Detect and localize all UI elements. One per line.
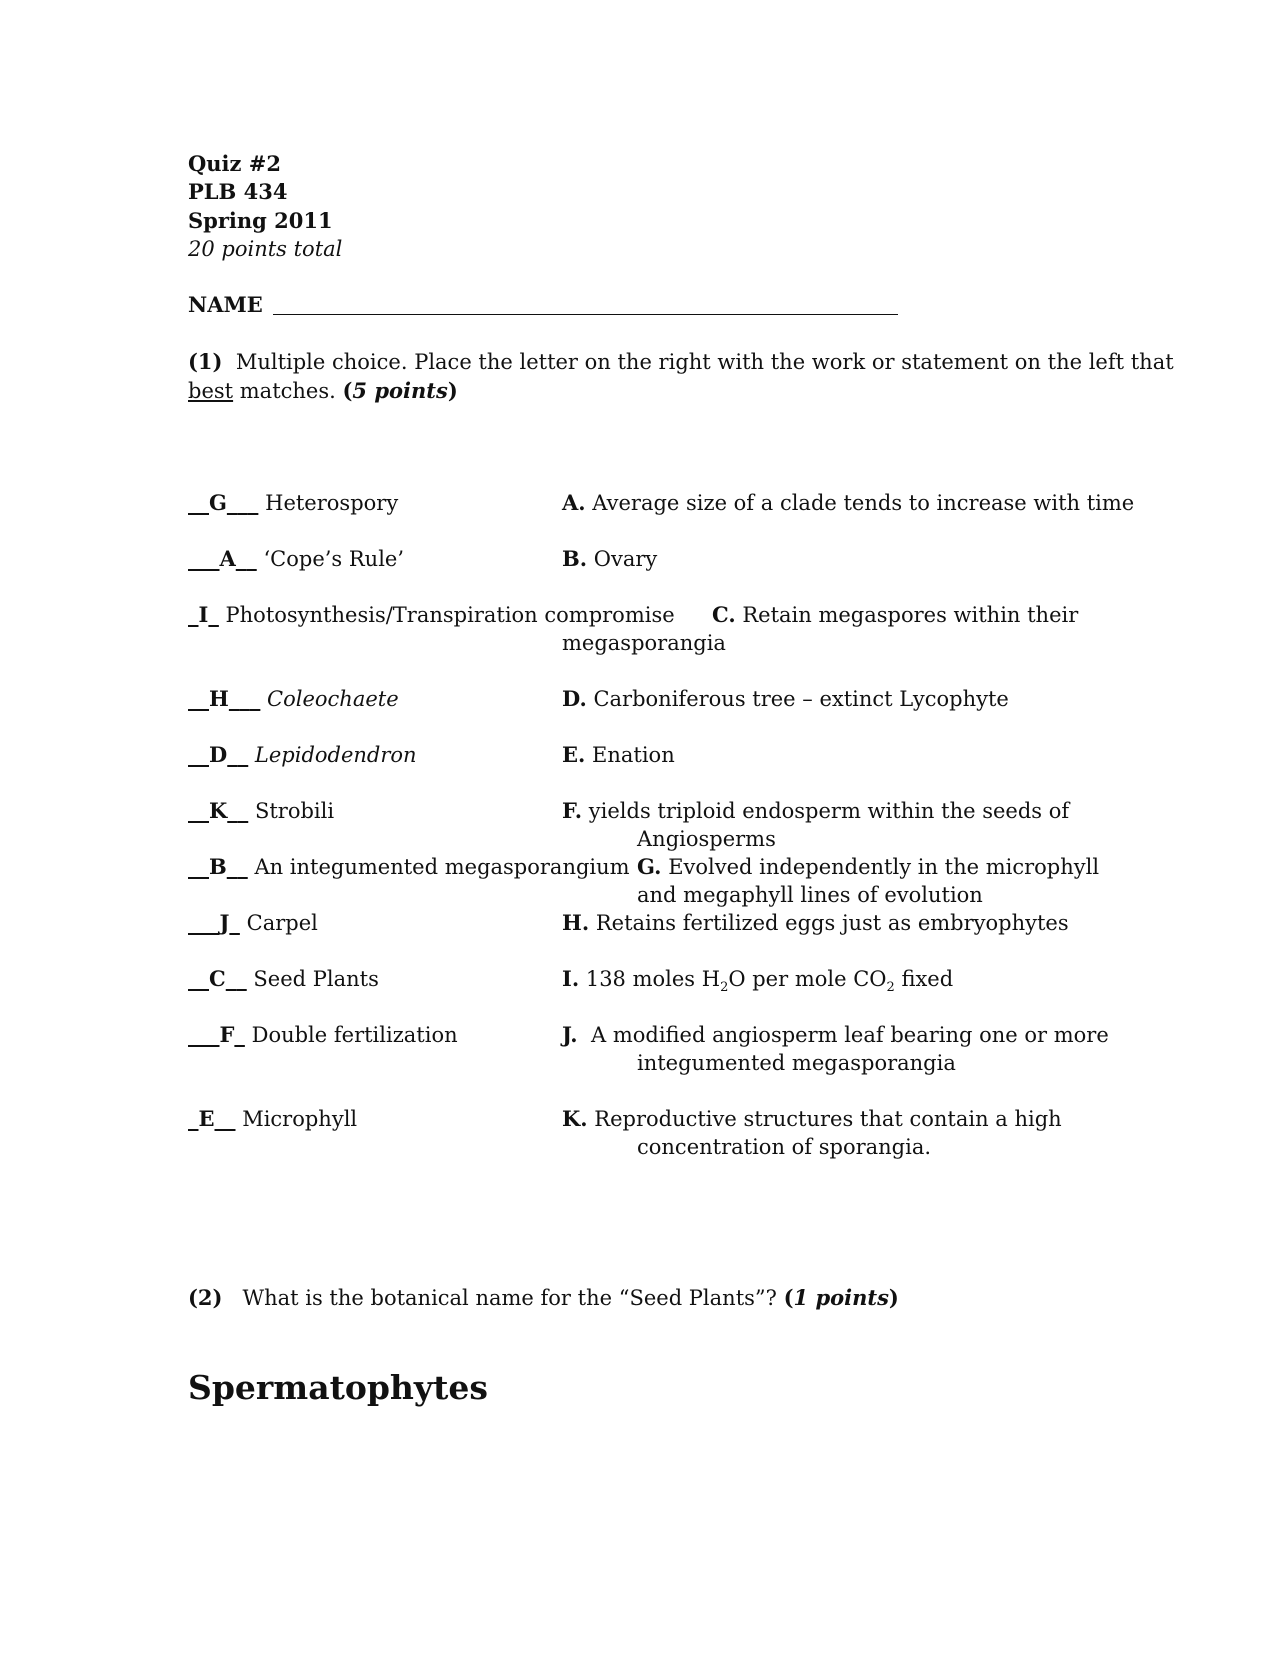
option-letter: H. [562,910,590,935]
option-k [562,1105,1062,1133]
option-g-continued: and megaphyll lines of evolution [637,883,983,907]
option-letter: I. [562,966,580,991]
option-j [562,1021,1109,1049]
option-i [562,965,953,1002]
match-item-8 [188,909,318,937]
match-item-2 [188,545,404,573]
answer-blank[interactable]: __K__ [188,798,249,823]
paren-close: ) [888,1285,899,1310]
option-b [562,545,657,573]
name-label: NAME [188,292,263,317]
option-letter: B. [562,546,588,571]
option-d [562,685,1009,713]
match-term: Carpel [246,911,318,935]
option-text: Enation [592,743,675,767]
paren-open: ( [783,1285,794,1310]
match-term: ‘Cope’s Rule’ [263,547,405,571]
question-1-text: Multiple choice. Place the letter on the right with the work or statement on the left that [235,350,1174,374]
option-c [712,601,1078,629]
match-item-1 [188,489,398,517]
answer-blank[interactable]: ___F_ [188,1022,245,1047]
match-term: Photosynthesis/Transpiration compromise [225,603,675,627]
match-term: Seed Plants [253,967,379,991]
question-1-points: 5 points [352,378,448,403]
match-term: An integumented megasporangium [254,855,630,879]
option-letter: E. [562,742,586,767]
option-text: A modified angiosperm leaf bearing one or more [590,1023,1109,1047]
option-a [562,489,1134,517]
match-item-7 [188,853,630,881]
option-letter: J. [562,1022,578,1047]
answer-blank[interactable]: ___A__ [188,546,257,571]
course-code: PLB 434 [188,179,288,204]
answer-blank[interactable]: ___J_ [188,910,240,935]
option-letter: C. [712,602,736,627]
option-text [585,967,954,995]
option-text: yields triploid endosperm within the seeds of [588,799,1070,823]
paren-close: ) [447,378,458,403]
question-2 [188,1284,899,1312]
match-item-5 [188,741,417,769]
option-e [562,741,675,769]
answer-blank[interactable]: __H___ [188,686,261,711]
match-term: Double fertilization [251,1023,458,1047]
option-j-continued: integumented megasporangia [637,1051,956,1075]
match-term: Strobili [254,799,335,823]
option-f-continued: Angiosperms [637,827,776,851]
answer-2: Spermatophytes [188,1368,488,1407]
option-text-part: O per mole CO [728,967,887,991]
option-text-part: fixed [894,967,954,991]
option-c-continued: megasporangia [562,631,726,655]
name-field[interactable] [273,314,898,315]
match-item-10 [188,1021,458,1049]
quiz-title: Quiz #2 [188,151,281,176]
option-text: Average size of a clade tends to increase with time [592,491,1135,515]
paren-open: ( [342,378,353,403]
option-text: Ovary [593,547,658,571]
question-1-text-2: matches. [233,379,343,403]
answer-blank[interactable]: _I_ [188,602,219,627]
match-item-9 [188,965,379,993]
option-g [637,853,1099,881]
match-term: Coleochaete [267,687,399,711]
option-text: Evolved independently in the microphyll [668,855,1100,879]
question-1-number: (1) [188,349,223,374]
option-text: Retains fertilized eggs just as embryophytes [595,911,1069,935]
answer-blank[interactable]: __G___ [188,490,259,515]
question-1-line-1 [188,348,1174,376]
match-term: Lepidodendron [254,743,417,767]
match-item-6 [188,797,334,825]
option-text: Carboniferous tree – extinct Lycophyte [593,687,1009,711]
option-letter: K. [562,1106,588,1131]
answer-blank[interactable]: __C__ [188,966,247,991]
match-term: Microphyll [242,1107,358,1131]
match-item-4 [188,685,399,713]
term: Spring 2011 [188,208,333,233]
question-2-points: 1 points [793,1285,889,1310]
question-2-text: What is the botanical name for the “Seed Plants”? [242,1286,784,1310]
option-letter: G. [637,854,662,879]
option-text: Reproductive structures that contain a high [594,1107,1062,1131]
option-letter: D. [562,686,587,711]
underlined-word: best [188,379,234,403]
subscript: 2 [720,980,729,995]
match-item-11 [188,1105,357,1133]
option-h [562,909,1069,937]
option-letter: A. [562,490,586,515]
option-k-continued: concentration of sporangia. [637,1135,932,1159]
answer-blank[interactable]: __D__ [188,742,249,767]
answer-blank[interactable]: __B__ [188,854,248,879]
match-item-3 [188,601,675,629]
option-f [562,797,1069,825]
points-total: 20 points total [188,237,343,261]
question-1-line-2 [188,377,458,405]
option-letter: F. [562,798,583,823]
match-term: Heterospory [265,491,399,515]
subscript: 2 [886,980,895,995]
option-text-part: 138 moles H [585,967,721,991]
question-2-number: (2) [188,1285,223,1310]
option-text: Retain megaspores within their [742,603,1079,627]
answer-blank[interactable]: _E__ [188,1106,236,1131]
